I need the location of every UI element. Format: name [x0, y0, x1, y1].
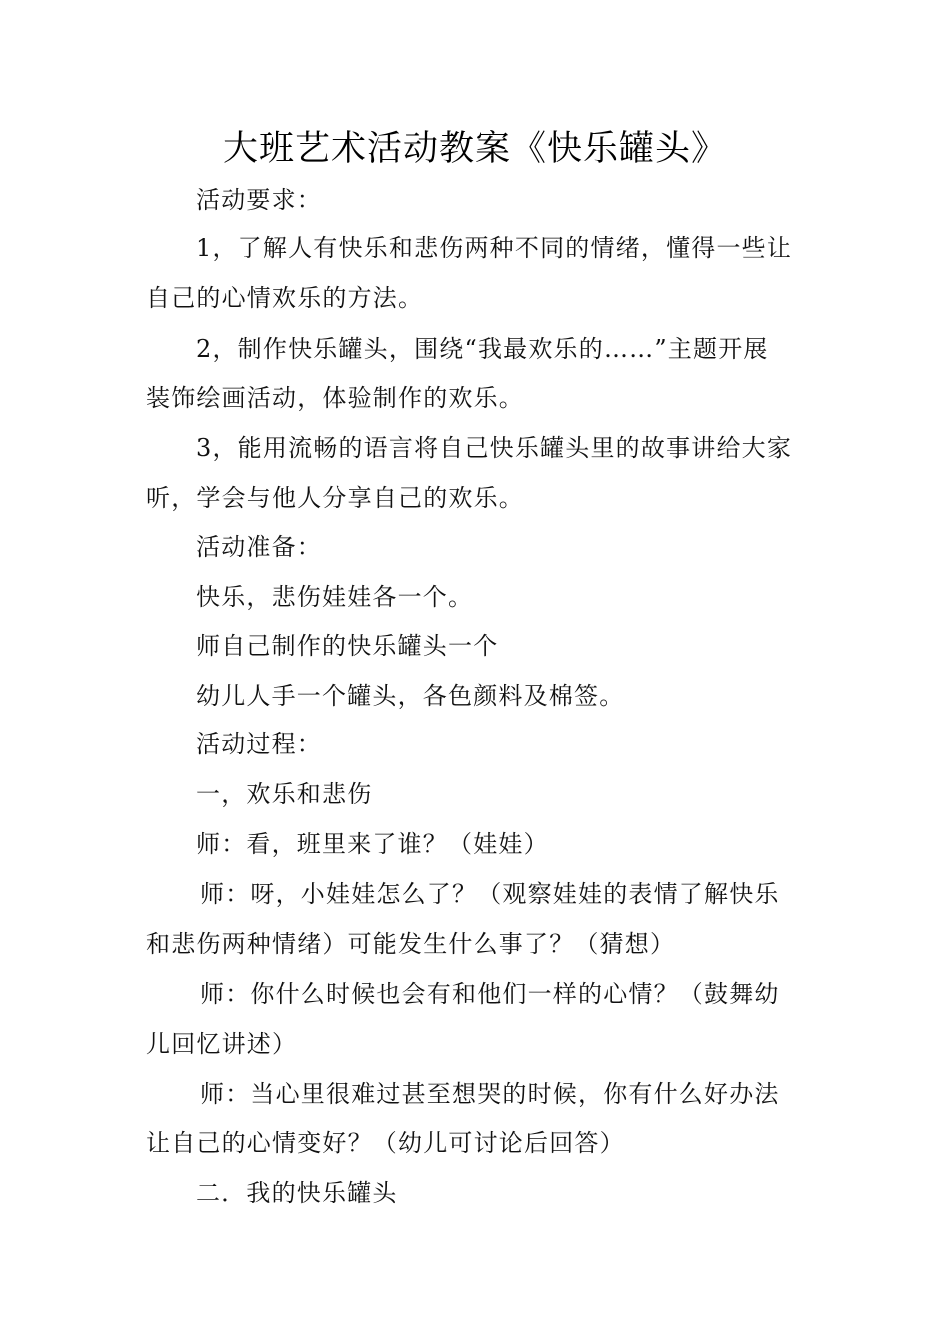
paragraph-line: 师：当心里很难过甚至想哭的时候，你有什么好办法: [200, 1080, 780, 1108]
paragraph-line: 1，了解人有快乐和悲伤两种不同的情绪，懂得一些让: [196, 234, 793, 262]
subsection-heading: 二．我的快乐罐头: [196, 1179, 398, 1207]
subsection-heading: 一，欢乐和悲伤: [196, 780, 373, 808]
paragraph-line: 儿回忆讲述）: [146, 1030, 298, 1058]
paragraph-line: 幼儿人手一个罐头，各色颜料及棉签。: [196, 682, 625, 710]
paragraph-line: 听，学会与他人分享自己的欢乐。: [146, 484, 524, 512]
document-title: 大班艺术活动教案《快乐罐头》: [222, 129, 727, 169]
paragraph-line: 装饰绘画活动，体验制作的欢乐。: [146, 384, 524, 412]
section-heading-requirements: 活动要求：: [196, 186, 322, 214]
section-heading-preparation: 活动准备：: [196, 533, 322, 561]
paragraph-line: 师：呀，小娃娃怎么了？（观察娃娃的表情了解快乐: [200, 880, 780, 908]
paragraph-line: 师：你什么时候也会有和他们一样的心情？（鼓舞幼: [200, 980, 780, 1008]
paragraph-line: 3，能用流畅的语言将自己快乐罐头里的故事讲给大家: [196, 434, 793, 462]
paragraph-line: 自己的心情欢乐的方法。: [146, 284, 424, 312]
paragraph-line: 让自己的心情变好？（幼儿可讨论后回答）: [146, 1129, 625, 1157]
section-heading-process: 活动过程：: [196, 730, 322, 758]
paragraph-line: 2，制作快乐罐头，围绕“我最欢乐的……”主题开展: [196, 335, 769, 363]
paragraph-line: 和悲伤两种情绪）可能发生什么事了？（猜想）: [146, 930, 676, 958]
paragraph-line: 快乐，悲伤娃娃各一个。: [196, 583, 474, 611]
paragraph-line: 师自己制作的快乐罐头一个: [196, 632, 499, 660]
paragraph-line: 师：看，班里来了谁？（娃娃）: [196, 830, 549, 858]
